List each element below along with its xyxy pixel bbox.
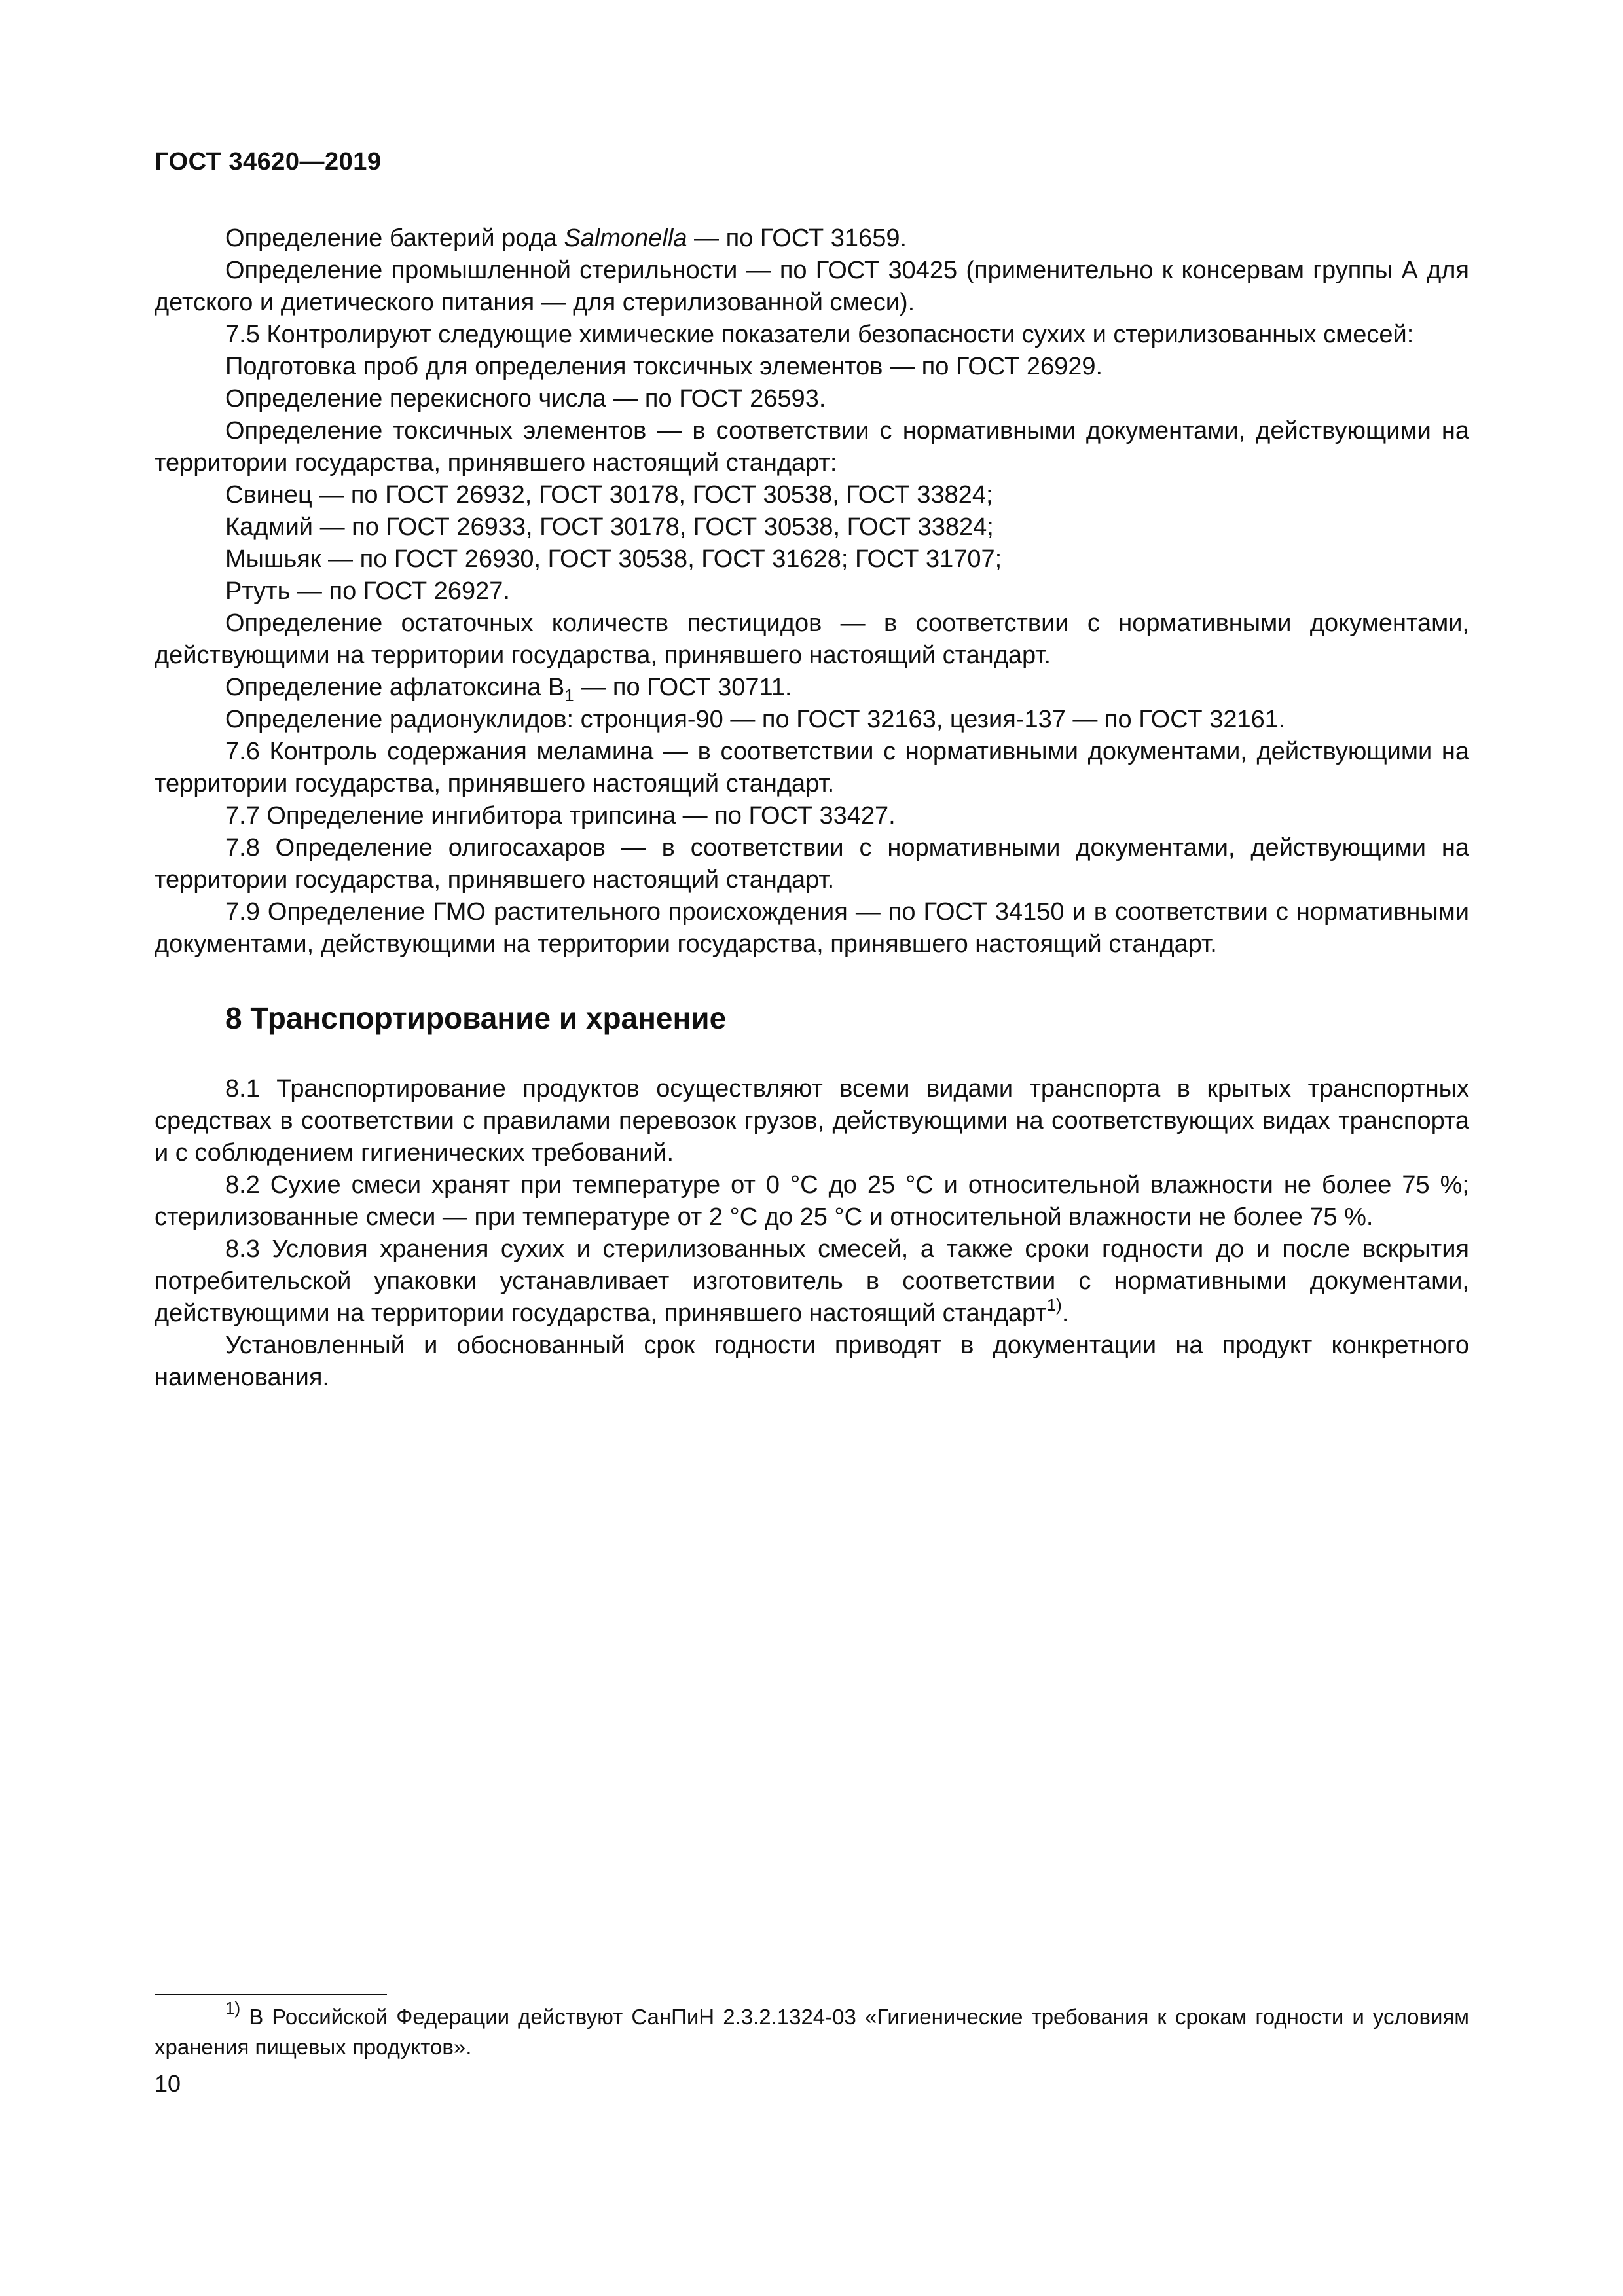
paragraph-7-8: 7.8 Определение олигосахаров — в соответствии с нормативными документами, действующими на территории государства, принявшего настоящий стандарт. — [155, 834, 1469, 894]
footnote-marker: 1) — [225, 1998, 241, 2018]
document-code-header: ГОСТ 34620—2019 — [155, 148, 382, 175]
footnote-reference: 1) — [1046, 1295, 1062, 1315]
text-run: — по ГОСТ 30711. — [574, 674, 792, 701]
paragraph-7-9: 7.9 Определение ГМО растительного происхождения — по ГОСТ 34150 и в соответствии с нормативными документами, действующими на территории государства, принявшего настоящий стандарт. — [155, 898, 1469, 958]
subscript: 1 — [564, 685, 574, 705]
text-run: 8.3 Условия хранения сухих и стерилизованных смесей, а также сроки годности до и после вскрытия потребительской упаковки устанавливает изготовитель в соответствии с нормативными документами, действующими на территории государства, принявшего настоящий стандарт — [155, 1235, 1469, 1327]
italic-term: Salmonella — [564, 225, 687, 252]
paragraph-aflatoxin — [155, 672, 1469, 704]
paragraph-mercury: Ртуть — по ГОСТ 26927. — [225, 577, 510, 605]
paragraph-salmonella — [155, 223, 1469, 255]
main-text — [155, 223, 1469, 1394]
paragraph-7-5: 7.5 Контролируют следующие химические показатели безопасности сухих и стерилизованных смесей: — [225, 321, 1414, 348]
paragraph-sterility: Определение промышленной стерильности — по ГОСТ 30425 (применительно к консервам группы А для детского и диетического питания — для стерилизованной смеси). — [155, 257, 1469, 316]
paragraph-8-2: 8.2 Сухие смеси хранят при температуре от 0 °С до 25 °С и относительной влажности не более 75 %; стерилизованные смеси — при температуре от 2 °С до 25 °С и относительной влажности не более 75 %. — [155, 1171, 1469, 1231]
text-run: . — [1061, 1300, 1069, 1327]
text-run: Определение бактерий рода — [225, 225, 564, 252]
paragraph-radionuclides: Определение радионуклидов: стронция-90 — по ГОСТ 32163, цезия-137 — по ГОСТ 32161. — [225, 706, 1286, 733]
paragraph-8-1: 8.1 Транспортирование продуктов осуществляют всеми видами транспорта в крытых транспортных средствах в соответствии с правилами перевозок грузов, действующими на соответствующих видах транспорта и с соблюдением гигиенических требований. — [155, 1075, 1469, 1167]
paragraph-7-7: 7.7 Определение ингибитора трипсина — по ГОСТ 33427. — [225, 802, 896, 829]
paragraph-7-6: 7.6 Контроль содержания меламина — в соответствии с нормативными документами, действующими на территории государства, принявшего настоящий стандарт. — [155, 738, 1469, 797]
paragraph-peroxide: Определение перекисного числа — по ГОСТ 26593. — [225, 385, 826, 412]
paragraph-toxic-elements: Определение токсичных элементов — в соответствии с нормативными документами, действующими на территории государства, принявшего настоящий стандарт: — [155, 417, 1469, 477]
text-run: Определение афлатоксина В — [225, 674, 565, 701]
paragraph-sample-prep: Подготовка проб для определения токсичных элементов — по ГОСТ 26929. — [225, 353, 1103, 380]
footnote-text: В Российской Федерации действуют СанПиН 2.3.2.1324-03 «Гигиенические требования к срокам годности и условиям хранения пищевых продуктов». — [155, 2005, 1469, 2059]
footnote — [155, 1998, 1469, 2062]
page-number: 10 — [155, 2070, 181, 2097]
paragraph-cadmium: Кадмий — по ГОСТ 26933, ГОСТ 30178, ГОСТ 30538, ГОСТ 33824; — [225, 513, 994, 541]
paragraph-arsenic: Мышьяк — по ГОСТ 26930, ГОСТ 30538, ГОСТ 31628; ГОСТ 31707; — [225, 545, 1002, 573]
section-heading-8: 8 Транспортирование и хранение — [225, 1001, 727, 1035]
paragraph-pesticides: Определение остаточных количеств пестицидов — в соответствии с нормативными документами, действующими на территории государства, принявшего настоящий стандарт. — [155, 610, 1469, 669]
footnote-separator — [155, 1994, 387, 1995]
text-run: — по ГОСТ 31659. — [687, 225, 907, 252]
paragraph-lead: Свинец — по ГОСТ 26932, ГОСТ 30178, ГОСТ 30538, ГОСТ 33824; — [225, 481, 993, 509]
paragraph-shelf-life: Установленный и обоснованный срок годности приводят в документации на продукт конкретного наименования. — [155, 1332, 1469, 1391]
paragraph-8-3 — [155, 1233, 1469, 1330]
